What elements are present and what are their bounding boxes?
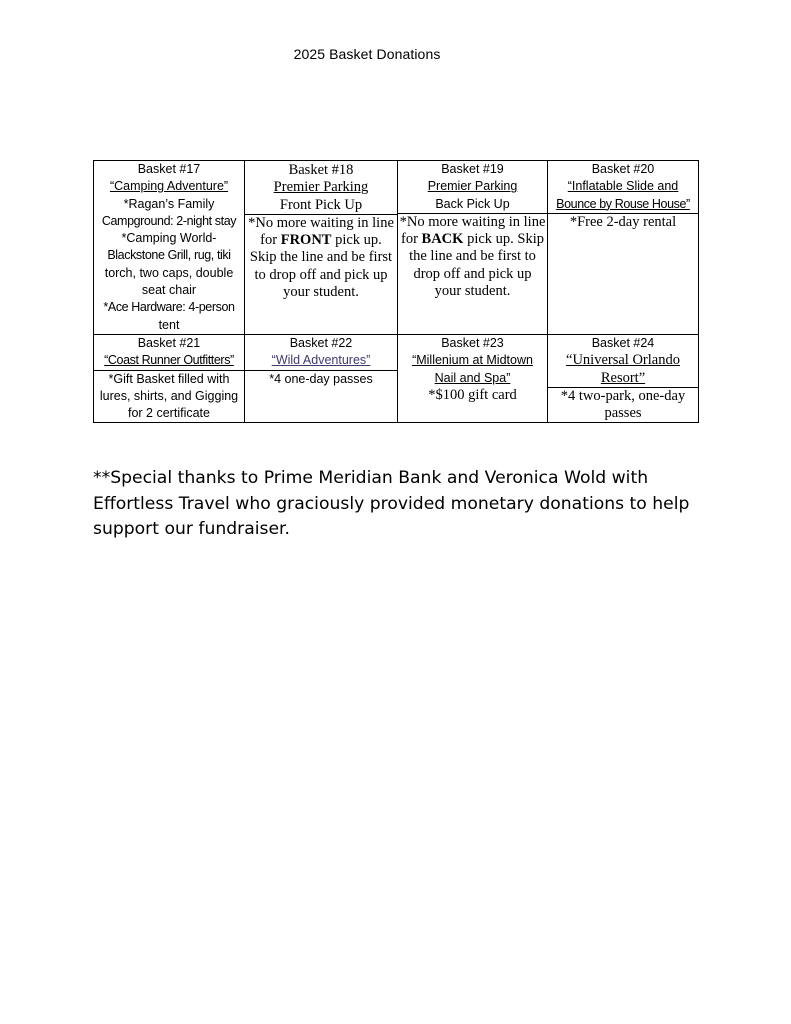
- basket-item-line: Campground: 2-night stay: [101, 213, 237, 228]
- basket-name: Premier Parking: [427, 179, 518, 194]
- basket-item-line: *Ace Hardware: 4-person: [103, 300, 235, 315]
- basket-number: Basket #17: [137, 162, 201, 176]
- basket-description: *Free 2-day rental: [569, 213, 677, 230]
- basket-number: Basket #20: [591, 162, 655, 176]
- basket-number: Basket #24: [591, 336, 655, 350]
- basket-item-line: tent: [158, 317, 180, 332]
- basket-name: “Coast Runner Outfitters”: [94, 352, 244, 370]
- basket-item-line: Blackstone Grill, rug, tiki: [107, 248, 231, 263]
- basket-item-line: torch, two caps, double: [104, 265, 234, 280]
- basket-number: Basket #21: [137, 336, 201, 350]
- basket-donations-table: [93, 160, 699, 423]
- table-row: [94, 161, 699, 335]
- basket-name: “Camping Adventure”: [109, 179, 229, 194]
- basket-number: Basket #18: [288, 162, 354, 178]
- basket-description: *$100 gift card: [428, 386, 517, 403]
- basket-description: *4 two-park, one-day passes: [560, 387, 686, 422]
- basket-name: Premier Parking: [273, 179, 369, 196]
- basket-description: *Gift Basket filled with lures, shirts, and Gigging for 2 certificate: [99, 371, 239, 421]
- basket-20-cell: [548, 161, 699, 335]
- basket-name: Nail and Spa”: [434, 370, 511, 385]
- basket-19-cell: [398, 161, 548, 335]
- basket-item-line: seat chair: [141, 283, 197, 298]
- basket-subtitle: Front Pick Up: [245, 197, 397, 215]
- basket-23-cell: [398, 335, 548, 423]
- basket-22-cell: [245, 335, 398, 423]
- basket-description: *4 one-day passes: [269, 371, 373, 386]
- basket-21-cell: [94, 335, 245, 423]
- special-thanks-note: **Special thanks to Prime Meridian Bank and Veronica Wold with Effortless Travel who graciously provided monetary donations to help support our fundraiser.: [93, 468, 690, 539]
- basket-subtitle: Back Pick Up: [398, 196, 547, 214]
- table-row: [94, 335, 699, 423]
- page-title: 2025 Basket Donations: [293, 46, 441, 62]
- basket-number: Basket #19: [441, 162, 504, 176]
- basket-name: Resort”: [600, 369, 646, 386]
- basket-name: “Inflatable Slide and: [567, 179, 679, 194]
- basket-description: *No more waiting in line for BACK pick up. Skip the line and be first to drop off and pick up your student.: [399, 213, 546, 300]
- basket-name: “Millenium at Midtown: [412, 353, 533, 368]
- basket-24-cell: [548, 335, 699, 423]
- basket-name: “Universal Orlando: [566, 352, 680, 369]
- basket-name: Bounce by Rouse House”: [548, 196, 698, 214]
- basket-18-cell: [245, 161, 398, 335]
- basket-number: Basket #22: [289, 336, 353, 350]
- basket-description: *No more waiting in line for FRONT pick up. Skip the line and be first to drop off and pick up your student.: [248, 214, 394, 301]
- basket-number: Basket #23: [441, 336, 504, 350]
- basket-item-line: *Camping World-: [121, 231, 217, 246]
- basket-17-cell: [94, 161, 245, 335]
- basket-name: “Wild Adventures”: [271, 353, 371, 368]
- basket-item-line: *Ragan’s Family: [123, 196, 215, 211]
